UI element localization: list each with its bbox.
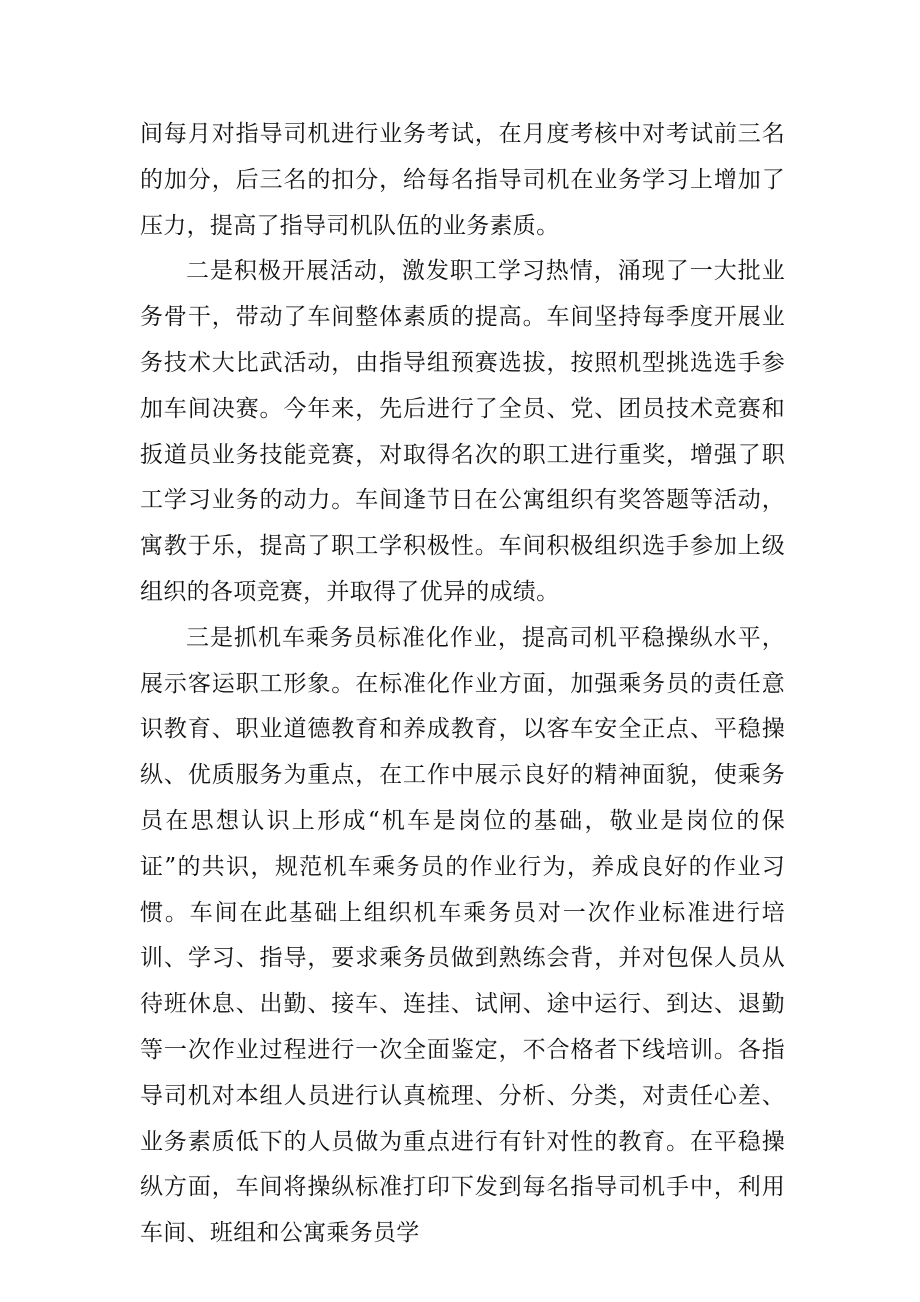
paragraph-continued: 间每月对指导司机进行业务考试，在月度考核中对考试前三名的加分，后三名的扣分，给每名指导司机在业务学习上增加了压力，提高了指导司机队伍的业务素质。 <box>140 121 785 239</box>
paragraph-activities: 二是积极开展活动，激发职工学习热情，涌现了一大批业务骨干，带动了车间整体素质的提高。车间坚持每季度开展业务技术大比武活动，由指导组预赛选拔，按照机型挑选选手参加车间决赛。今年来，先后进行了全员、党、团员技术竞赛和扳道员业务技能竞赛，对取得名次的职工进行重奖，增强了职工学习业务的动力。车间逢节日在公寓组织有奖答题等活动，寓教于乐，提高了职工学积极性。车间积极组织选手参加上级组织的各项竞赛，并取得了优异的成绩。 <box>140 258 785 605</box>
document-body <box>140 112 785 1257</box>
paragraph-standardization: 三是抓机车乘务员标准化作业，提高司机平稳操纵水平，展示客运职工形象。在标准化作业方面，加强乘务员的责任意识教育、职业道德教育和养成教育，以客车安全正点、平稳操纵、优质服务为重点，在工作中展示良好的精神面貌，使乘务员在思想认识上形成“机车是岗位的基础，敬业是岗位的保证”的共识，规范机车乘务员的作业行为，养成良好的作业习惯。车间在此基础上组织机车乘务员对一次作业标准进行培训、学习、指导，要求乘务员做到熟练会背，并对包保人员从待班休息、出勤、接车、连挂、试闸、途中运行、到达、退勤等一次作业过程进行一次全面鉴定，不合格者下线培训。各指导司机对本组人员进行认真梳理、分析、分类，对责任心差、业务素质低下的人员做为重点进行有针对性的教育。在平稳操纵方面，车间将操纵标准打印下发到每名指导司机手中，利用车间、班组和公寓乘务员学 <box>140 624 785 1247</box>
